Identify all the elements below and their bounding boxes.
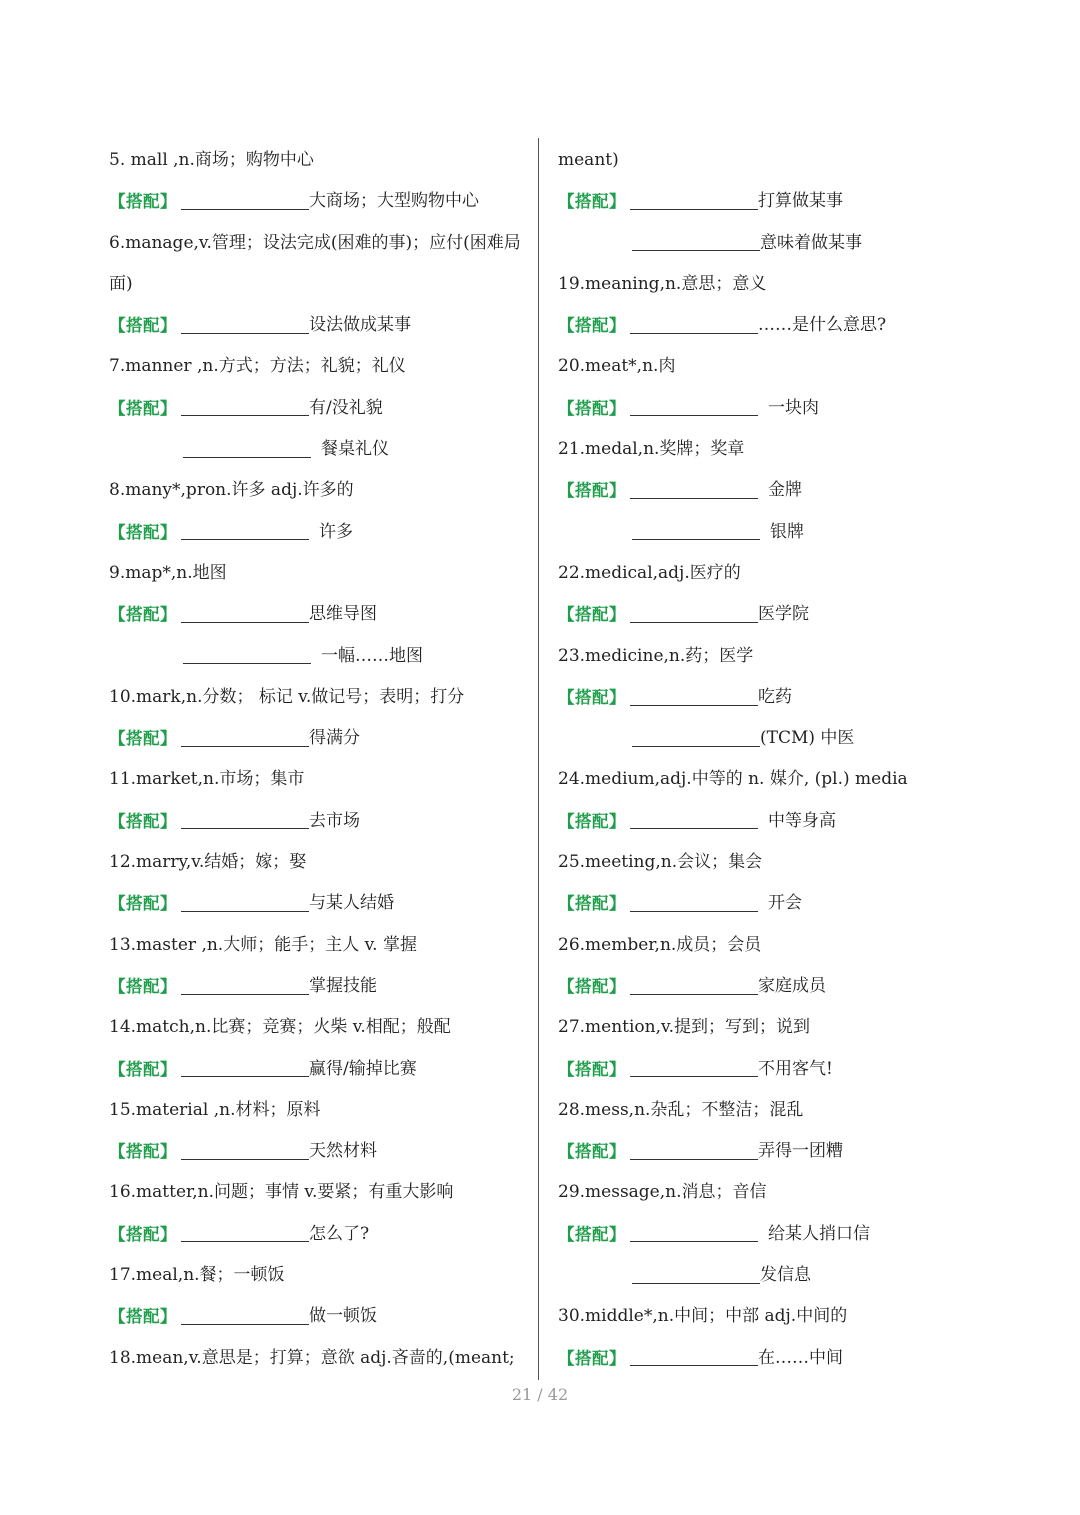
answer-blank[interactable]	[181, 745, 309, 747]
answer-blank[interactable]	[630, 1240, 758, 1242]
entry-headword	[109, 553, 529, 594]
entry-text: 22.medical,adj.医疗的	[558, 562, 741, 583]
answer-blank[interactable]	[630, 993, 758, 995]
entry-headword	[109, 759, 529, 800]
entry-text: 14.match,n.比赛；竞赛；火柴 v.相配；般配	[109, 1017, 451, 1038]
entry-headword	[558, 1090, 998, 1131]
answer-blank[interactable]	[183, 662, 311, 664]
collocation-tag: 【搭配】	[558, 1059, 626, 1079]
entry-text: 13.master ,n.大师；能手；主人 v. 掌握	[109, 934, 417, 955]
collocation-meaning: 意味着做某事	[760, 232, 862, 253]
collocation-tag: 【搭配】	[109, 1307, 177, 1327]
entry-headword	[558, 264, 998, 305]
entry-text: 16.matter,n.问题；事情 v.要紧；有重大影响	[109, 1182, 454, 1203]
collocation-tag: 【搭配】	[109, 316, 177, 336]
collocation-line	[109, 594, 529, 635]
collocation-line	[109, 1296, 529, 1337]
answer-blank[interactable]	[181, 208, 309, 210]
entry-text: 5. mall ,n.商场；购物中心	[109, 150, 314, 170]
entry-headword	[109, 1338, 529, 1379]
entry-text: 27.mention,v.提到；写到；说到	[558, 1017, 811, 1038]
answer-blank[interactable]	[181, 538, 309, 540]
collocation-line	[558, 594, 998, 635]
entry-text: 11.market,n.市场；集市	[109, 769, 305, 790]
collocation-meaning: 吃药	[758, 686, 792, 707]
answer-blank[interactable]	[183, 456, 311, 458]
collocation-tag: 【搭配】	[109, 1224, 177, 1244]
answer-blank[interactable]	[181, 1240, 309, 1242]
entry-text: 7.manner ,n.方式；方法；礼貌；礼仪	[109, 356, 406, 377]
collocation-tag: 【搭配】	[109, 1059, 177, 1079]
answer-blank[interactable]	[181, 414, 309, 416]
left-column	[109, 140, 529, 1379]
collocation-meaning: 赢得/输掉比赛	[309, 1058, 417, 1079]
collocation-line	[558, 1131, 998, 1172]
collocation-meaning: 设法做成某事	[309, 315, 411, 336]
answer-blank[interactable]	[630, 1075, 758, 1077]
answer-blank[interactable]	[632, 249, 760, 251]
collocation-meaning: 一幅……地图	[321, 645, 423, 666]
collocation-tag: 【搭配】	[109, 192, 177, 212]
collocation-line	[109, 718, 529, 759]
answer-blank[interactable]	[630, 208, 758, 210]
entry-text: 6.manage,v.管理；设法完成(困难的事)；应付(困难局	[109, 232, 521, 253]
answer-blank[interactable]	[630, 332, 758, 334]
collocation-line	[558, 223, 998, 264]
collocation-meaning: 怎么了?	[309, 1223, 370, 1244]
entry-headword	[558, 1296, 998, 1337]
entry-headword	[109, 1090, 529, 1131]
collocation-line	[558, 1255, 998, 1296]
entry-text: 18.mean,v.意思是；打算；意欲 adj.吝啬的,(meant;	[109, 1347, 515, 1368]
collocation-meaning: 金牌	[768, 480, 802, 501]
collocation-line	[109, 883, 529, 924]
collocation-tag: 【搭配】	[558, 687, 626, 707]
collocation-meaning: (TCM) 中医	[760, 728, 855, 749]
collocation-line	[109, 181, 529, 222]
collocation-meaning: 弄得一团糟	[758, 1141, 843, 1162]
collocation-tag: 【搭配】	[558, 605, 626, 625]
collocation-meaning: 天然材料	[309, 1141, 377, 1162]
answer-blank[interactable]	[181, 621, 309, 623]
entry-headword	[109, 1172, 529, 1213]
answer-blank[interactable]	[632, 745, 760, 747]
collocation-tag: 【搭配】	[109, 976, 177, 996]
collocation-meaning: 发信息	[760, 1265, 811, 1286]
answer-blank[interactable]	[630, 621, 758, 623]
collocation-line	[558, 801, 998, 842]
collocation-tag: 【搭配】	[558, 1348, 626, 1368]
collocation-line	[558, 1049, 998, 1090]
collocation-line	[109, 388, 529, 429]
entry-text: meant)	[558, 150, 619, 170]
collocation-meaning: 开会	[768, 893, 802, 914]
collocation-tag: 【搭配】	[109, 398, 177, 418]
collocation-tag: 【搭配】	[558, 1224, 626, 1244]
answer-blank[interactable]	[630, 1364, 758, 1366]
column-divider	[538, 138, 539, 1380]
collocation-line	[558, 181, 998, 222]
collocation-meaning: 医学院	[758, 604, 809, 625]
answer-blank[interactable]	[181, 1158, 309, 1160]
entry-headword	[558, 636, 998, 677]
entry-headword	[558, 842, 998, 883]
entry-text: 8.many*,pron.许多 adj.许多的	[109, 480, 354, 501]
collocation-meaning: 与某人结婚	[309, 893, 394, 914]
answer-blank[interactable]	[181, 993, 309, 995]
entry-headword	[109, 925, 529, 966]
collocation-meaning: 家庭成员	[758, 975, 826, 996]
answer-blank[interactable]	[630, 1158, 758, 1160]
collocation-meaning: 许多	[319, 521, 353, 542]
collocation-line	[558, 883, 998, 924]
collocation-meaning: 中等身高	[768, 810, 836, 831]
entry-headword	[558, 553, 998, 594]
entry-headword	[109, 140, 529, 181]
entry-headword	[558, 346, 998, 387]
entry-headword	[109, 1255, 529, 1296]
entry-headword	[558, 925, 998, 966]
entry-headword	[558, 429, 998, 470]
collocation-meaning: 掌握技能	[309, 975, 377, 996]
collocation-tag: 【搭配】	[558, 192, 626, 212]
answer-blank[interactable]	[181, 827, 309, 829]
collocation-line	[109, 305, 529, 346]
collocation-line	[558, 388, 998, 429]
collocation-tag: 【搭配】	[558, 1142, 626, 1162]
collocation-tag: 【搭配】	[558, 316, 626, 336]
collocation-meaning: 在……中间	[758, 1347, 843, 1368]
collocation-meaning: ……是什么意思?	[758, 315, 887, 336]
collocation-line	[558, 1338, 998, 1379]
entry-headword	[558, 1172, 998, 1213]
collocation-meaning: 不用客气!	[758, 1058, 833, 1079]
entry-text: 20.meat*,n.肉	[558, 356, 676, 377]
collocation-tag: 【搭配】	[109, 522, 177, 542]
entry-text: 28.mess,n.杂乱；不整洁；混乱	[558, 1099, 804, 1120]
collocation-meaning: 银牌	[770, 521, 804, 542]
collocation-meaning: 思维导图	[309, 604, 377, 625]
collocation-meaning: 打算做某事	[758, 191, 843, 212]
entry-text: 19.meaning,n.意思；意义	[558, 273, 767, 294]
entry-text: 21.medal,n.奖牌；奖章	[558, 439, 745, 460]
entry-headword	[109, 677, 529, 718]
answer-blank[interactable]	[630, 704, 758, 706]
collocation-tag: 【搭配】	[558, 398, 626, 418]
entry-headword	[558, 759, 998, 800]
collocation-line	[109, 1214, 529, 1255]
entry-text: 15.material ,n.材料；原料	[109, 1099, 321, 1120]
entry-text: 10.mark,n.分数； 标记 v.做记号；表明；打分	[109, 686, 465, 707]
entry-text: 30.middle*,n.中间；中部 adj.中间的	[558, 1306, 848, 1327]
answer-blank[interactable]	[630, 414, 758, 416]
entry-headword	[558, 1007, 998, 1048]
answer-blank[interactable]	[630, 497, 758, 499]
collocation-line	[558, 512, 998, 553]
collocation-line	[109, 801, 529, 842]
entry-headword	[109, 1007, 529, 1048]
collocation-line	[109, 1049, 529, 1090]
entry-headword	[109, 223, 529, 264]
collocation-line	[109, 966, 529, 1007]
collocation-tag: 【搭配】	[109, 894, 177, 914]
entry-text: 9.map*,n.地图	[109, 562, 227, 583]
collocation-meaning: 一块肉	[768, 397, 819, 418]
collocation-line	[109, 636, 529, 677]
entry-headword	[109, 842, 529, 883]
entry-headword	[109, 470, 529, 511]
collocation-tag: 【搭配】	[558, 811, 626, 831]
collocation-tag: 【搭配】	[109, 811, 177, 831]
answer-blank[interactable]	[181, 332, 309, 334]
collocation-line	[109, 1131, 529, 1172]
collocation-line	[558, 305, 998, 346]
collocation-line	[558, 677, 998, 718]
answer-blank[interactable]	[181, 1075, 309, 1077]
right-column	[558, 140, 998, 1379]
entry-text: 26.member,n.成员；会员	[558, 934, 762, 955]
collocation-line	[558, 718, 998, 759]
answer-blank[interactable]	[630, 910, 758, 912]
entry-text: 25.meeting,n.会议；集会	[558, 852, 763, 873]
entry-text: 面)	[109, 273, 133, 294]
collocation-meaning: 得满分	[309, 728, 360, 749]
collocation-line	[558, 1214, 998, 1255]
entry-text: 24.medium,adj.中等的 n. 媒介, (pl.) media	[558, 769, 908, 790]
answer-blank[interactable]	[632, 1282, 760, 1284]
collocation-line	[558, 966, 998, 1007]
entry-continuation	[109, 264, 529, 305]
answer-blank[interactable]	[181, 910, 309, 912]
entry-text: 17.meal,n.餐；一顿饭	[109, 1265, 285, 1286]
collocation-meaning: 大商场；大型购物中心	[309, 191, 479, 212]
page-number: 21 / 42	[511, 1385, 569, 1404]
collocation-meaning: 给某人捎口信	[768, 1223, 870, 1244]
collocation-line	[558, 470, 998, 511]
collocation-meaning: 去市场	[309, 810, 360, 831]
collocation-tag: 【搭配】	[109, 729, 177, 749]
collocation-tag: 【搭配】	[109, 1142, 177, 1162]
entry-text: 12.marry,v.结婚；嫁；娶	[109, 852, 307, 873]
entry-text: 23.medicine,n.药；医学	[558, 645, 754, 666]
collocation-tag: 【搭配】	[558, 894, 626, 914]
collocation-line	[109, 429, 529, 470]
collocation-tag: 【搭配】	[558, 481, 626, 501]
collocation-meaning: 有/没礼貌	[309, 397, 383, 418]
answer-blank[interactable]	[632, 538, 760, 540]
collocation-tag: 【搭配】	[109, 605, 177, 625]
entry-continuation	[558, 140, 998, 181]
entry-text: 29.message,n.消息；音信	[558, 1182, 767, 1203]
answer-blank[interactable]	[630, 827, 758, 829]
entry-headword	[109, 346, 529, 387]
collocation-meaning: 做一顿饭	[309, 1306, 377, 1327]
answer-blank[interactable]	[181, 1323, 309, 1325]
collocation-meaning: 餐桌礼仪	[321, 439, 389, 460]
collocation-line	[109, 512, 529, 553]
collocation-tag: 【搭配】	[558, 976, 626, 996]
